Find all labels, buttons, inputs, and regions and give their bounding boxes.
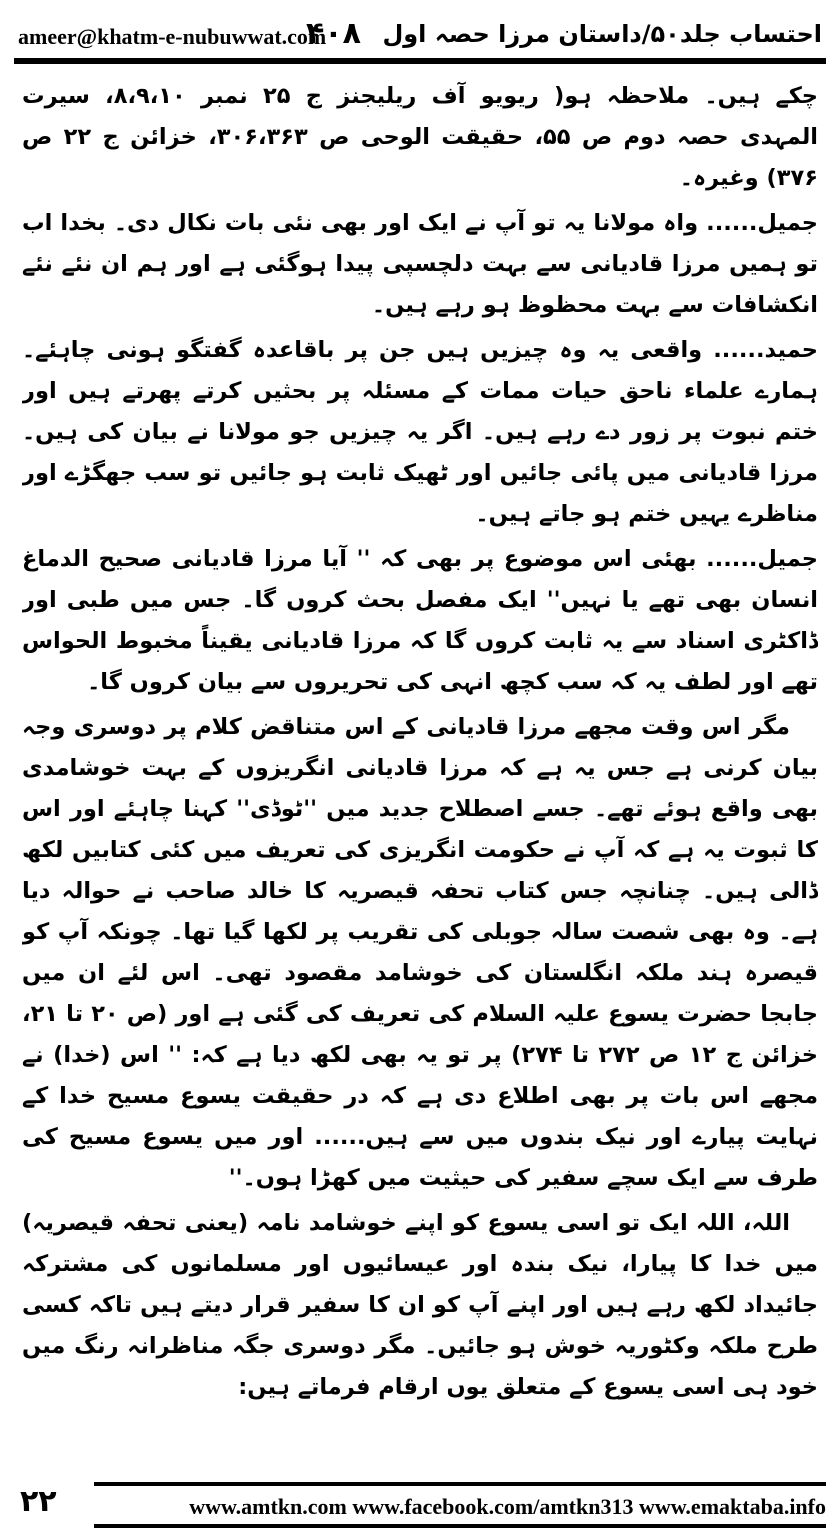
paragraph-hamid: حمید...... واقعی یہ وہ چیزیں ہیں جن پر باقاعدہ گفتگو ہونی چاہئے۔ ہمارے علماء ناحق حیات ممات کے مسئلہ پر بحثیں کرتے پھرتے ہیں اور ختم نبوت پر زور دے رہے ہیں۔ اگر یہ چیزیں جو مولانا نے بیان کی ہیں۔ مرزا قادیانی میں پائی جائیں اور ٹھیک ثابت ہو جائیں تو سب جھگڑے اور مناظرے یہیں ختم ہو جاتے ہیں۔ [22, 337, 818, 527]
body-text [22, 76, 818, 1470]
paragraph-argument: مگر اس وقت مجھے مرزا قادیانی کے اس متناقض کلام پر دوسری وجہ بیان کرنی ہے جس یہ ہے کہ مرزا قادیانی انگریزوں کے بہت خوشامدی بھی واقع ہوئے تھے۔ جسے اصطلاح جدید میں ''ٹوڈی'' کہنا چاہئے اور اس کا ثبوت یہ ہے کہ آپ نے حکومت انگریزی کی تعریف میں کئی کتابیں لکھ ڈالی ہیں۔ چنانچہ جس کتاب تحفہ قیصریہ کا خالد صاحب نے حوالہ دیا ہے۔ وہ بھی شصت سالہ جوبلی کی تقریب پر لکھا گیا تھا۔ چونکہ آپ کو قیصرہ ہند ملکہ انگلستان کی خوشامد مقصود تھی۔ اس لئے ان میں جابجا حضرت یسوع علیہ السلام کی تعریف کی گئی ہے اور (ص ۲۰ تا ۲۱، خزائن ج ۱۲ ص ۲۷۲ تا ۲۷۴) پر تو یہ بھی لکھ دیا ہے کہ: '' اس (خدا) نے مجھے اس بات پر بھی اطلاع دی ہے کہ در حقیقت یسوع مسیح خدا کے نہایت پیارے اور نیک بندوں میں سے ہیں...... اور میں یسوع مسیح کی طرف سے ایک سچے سفیر کی حیثیت میں کھڑا ہوں۔'' [22, 714, 818, 1191]
page-footer [14, 1478, 826, 1532]
running-title: احتساب جلد۵۰/داستان مرزا حصہ اول [382, 20, 822, 48]
paragraph-jamil-2: جمیل...... بھئی اس موضوع پر بھی کہ '' آیا مرزا قادیانی صحیح الدماغ انسان بھی تھے یا نہیں'' ایک مفصل بحث کروں گا۔ جس میں طبی اور ڈاکٹری اسناد سے یہ ثابت کروں گا کہ مرزا قادیانی یقیناً مخبوط الحواس تھے اور لطف یہ کہ سب کچھ انہی کی تحریروں سے بیان کروں گا۔ [22, 546, 818, 695]
footer-rule-bottom [94, 1524, 826, 1528]
header-rule [14, 58, 826, 64]
footer-page-number: ۲۲ [20, 1484, 57, 1519]
header-email: ameer@khatm-e-nubuwwat.com [18, 24, 327, 49]
paragraph-reference: چکے ہیں۔ ملاحظہ ہو( ریویو آف ریلیجنز ج ۲۵ نمبر ۸،۹،۱۰، سیرت المہدی حصہ دوم ص ۵۵، حقیقت الوحی ص ۳۰۶،۳۶۳، خزائن ج ۲۲ ص ۳۷۶) وغیرہ۔ [22, 83, 818, 191]
header-page-number: ۴۰۸ [306, 16, 361, 51]
footer-rule-top [94, 1482, 826, 1486]
paragraph-conclusion: اللہ، اللہ ایک تو اسی یسوع کو اپنے خوشامد نامہ (یعنی تحفہ قیصریہ) میں خدا کا پیارا، نیک بندہ اور عیسائیوں اور مسلمانوں کی مشترکہ جائیداد لکھ رہے ہیں اور اپنے آپ کو ان کا سفیر قرار دیتے ہیں تاکہ کسی طرح ملکہ وکٹوریہ خوش ہو جائیں۔ مگر دوسری جگہ مناظرانہ رنگ میں خود ہی اسی یسوع کے متعلق یوں ارقام فرماتے ہیں: [22, 1210, 818, 1400]
page-header [14, 10, 826, 54]
paragraph-jamil-1: جمیل...... واہ مولانا یہ تو آپ نے ایک اور بھی نئی بات نکال دی۔ بخدا اب تو ہمیں مرزا قادیانی سے بہت دلچسپی پیدا ہوگئی ہے اور ہم ان نئے نئے انکشافات سے بہت محظوظ ہو رہے ہیں۔ [22, 210, 818, 318]
footer-links: www.amtkn.com www.facebook.com/amtkn313 www.emaktaba.info [189, 1494, 826, 1519]
